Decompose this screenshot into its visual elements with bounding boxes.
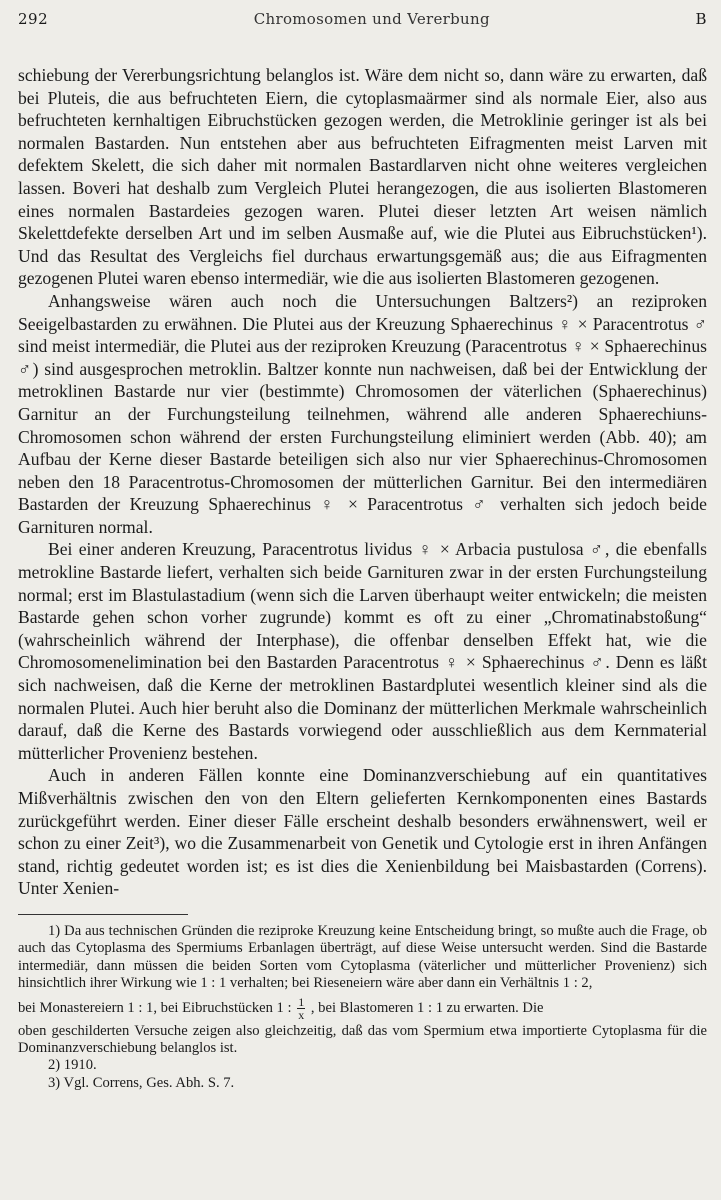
footnote-1-part-3: oben geschilderten Versuche zeigen also gleichzeitig, daß das vom Spermium etwa importierte Cytoplasma für die Dominanzverschiebung belanglos ist. <box>18 1022 707 1056</box>
paragraph-2: Anhangsweise wären auch noch die Untersuchungen Baltzers²) an reziproken Seeigelbastarden zu erwähnen. Die Plutei aus der Kreuzung Sphaerechinus ♀ × Paracentrotus ♂ sind meist intermediär, die Plutei aus der reziproken Kreuzung (Paracentrotus ♀ × Sphaerechinus ♂) sind ausgesprochen metroklin. Baltzer konnte nun nachweisen, daß bei der Entwicklung der metroklinen Bastarde nur vier (bestimmte) Chromosomen der väterlichen (Sphaerechinus) Garnitur an der Furchungsteilung teilnehmen, während alle anderen Sphaerechiuns-Chromosomen schon während der ersten Furchungsteilung eliminiert werden (Abb. 40); am Aufbau der Kerne dieser Bastarde beteiligen sich also nur vier Sphaerechinus-Chromosomen neben den 18 Paracentrotus-Chromosomen der mütterlichen Garnitur. Bei den intermediären Bastarden der Kreuzung Sphaerechinus ♀ × Paracentrotus ♂ verhalten sich jedoch beide Garnituren normal. <box>18 290 707 537</box>
running-header <box>18 10 707 38</box>
footnote-3: 3) Vgl. Correns, Ges. Abh. S. 7. <box>48 1074 235 1091</box>
footnote-1-part-1: 1) Da aus technischen Gründen die reziproke Kreuzung keine Entscheidung bringt, so mußte auch die Frage, ob auch das Cytoplasma des Spermiums Erbanlagen überträgt, auf diese Weise untersucht werden. Sind die Bastarde intermediär, dann müssen die beiden Sorten vom Cytoplasma (väterlicher und mütterlicher Provenienz) sich hinsichtlich ihrer Wirkung wie 1 : 1 verhalten; bei Rieseneiern wäre aber dann ein Verhältnis 1 : 2, <box>18 922 707 992</box>
page-number: 292 <box>18 10 49 28</box>
footnote-divider <box>18 914 188 915</box>
section-letter: B <box>695 10 707 28</box>
fraction-denominator: x <box>298 1007 305 1022</box>
body-text <box>18 64 707 900</box>
paragraph-3: Bei einer anderen Kreuzung, Paracentrotus lividus ♀ × Arbacia pustulosa ♂, die ebenfalls metrokline Bastarde liefert, verhalten sich beide Garnituren zwar in der ersten Furchungsteilung normal; erst im Blastulastadium (wenn sich die Larven überhaupt weiter entwickeln; die meisten Bastarde gehen schon vorher zugrunde) kommt es oft zu einer „Chromatinabstoßung“ (wahrscheinlich während der Interphase), die offenbar denselben Effekt hat, wie die Chromosomenelimination bei den Bastarden Paracentrotus ♀ × Sphaerechinus ♂. Denn es läßt sich nachweisen, daß die Kerne der metroklinen Bastardplutei wesentlich kleiner sind als die normalen Plutei. Auch hier beruht also die Dominanz der mütterlichen Merkmale wahrscheinlich darauf, daß die Kerne des Bastards vorwiegend oder ausschließlich aus dem Kernmaterial mütterlicher Provenienz bestehen. <box>18 539 707 763</box>
running-title: Chromosomen und Vererbung <box>253 10 490 28</box>
footnote-2: 2) 1910. <box>48 1057 97 1074</box>
footnotes <box>18 923 707 1092</box>
paragraph-1: schiebung der Vererbungsrichtung belanglos ist. Wäre dem nicht so, dann wäre zu erwarten, daß bei Pluteis, die aus befruchteten Eiern, die cytoplasmaärmer sind als normale Eier, also aus befruchteten kernhaltigen Eibruchstücken gezogen werden, die Metroklinie geringer ist als bei normalen Bastarden. Nun entstehen aber aus befruchteten Eifragmenten meist Larven mit defektem Skelett, die sich daher mit normalen Bastardlarven nicht ohne weiteres vergleichen lassen. Boveri hat deshalb zum Vergleich Plutei herangezogen, die aus isolierten Blastomeren eines normalen Bastardeies gezogen waren. Plutei dieser letzten Art weisen nämlich Skelettdefekte derselben Art und im selben Ausmaße auf, wie die Plutei aus Eibruchstücken¹). Und das Resultat des Vergleichs fiel durchaus erwartungsgemäß aus; die aus Eifragmenten gezogenen Plutei waren ebenso intermediär, wie die aus isolierten Blastomeren gezogenen. <box>18 65 707 289</box>
footnote-1-fraction-line <box>18 993 707 1023</box>
fraction-numerator: 1 <box>298 994 305 1009</box>
paragraph-4: Auch in anderen Fällen konnte eine Dominanzverschiebung auf ein quantitatives Mißverhältnis zwischen den von den Eltern gelieferten Kernkomponenten eines Bastards zurückgeführt werden. Einer dieser Fälle erscheint deshalb besonders erwähnenswert, weil er schon zu einer Zeit³), wo die Zusammenarbeit von Genetik und Cytologie erst in ihren Anfängen stand, richtig gedeutet worden ist; es ist dies die Xenienbildung bei Maisbastarden (Correns). Unter Xenien- <box>18 765 707 899</box>
footnote-1-before-fraction: bei Monastereiern 1 : 1, bei Eibruchstücken 1 : <box>18 999 292 1016</box>
fraction <box>297 996 305 1021</box>
footnote-1-after-fraction: , bei Blastomeren 1 : 1 zu erwarten. Die <box>310 999 544 1016</box>
